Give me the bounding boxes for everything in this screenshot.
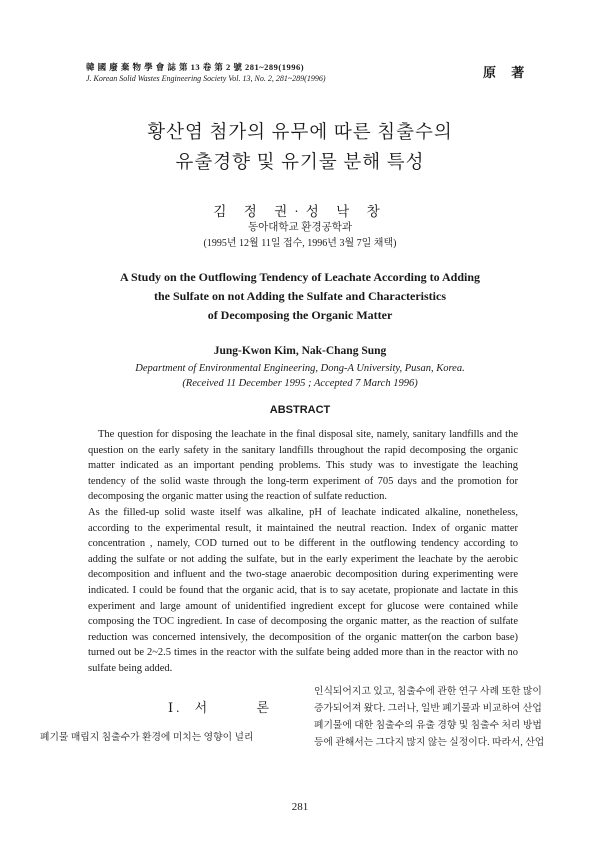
body-line: 증가되어져 왔다. 그러나, 일반 폐기물과 비교하여 산업: [314, 703, 542, 714]
title-en: [0, 268, 600, 325]
dates-en: (Received 11 December 1995 ; Accepted 7 March 1996): [182, 378, 418, 389]
abstract-heading: ABSTRACT: [269, 404, 331, 416]
journal-header: [86, 62, 326, 84]
body-line: 폐기물에 대한 침출수의 유출 경향 및 침출수 처리 방법: [314, 720, 542, 731]
section-title-part: 서: [194, 700, 211, 715]
body-line: 인식되어지고 있고, 침출수에 관한 연구 사례 또한 많이: [314, 686, 542, 697]
affiliation-ko: 동아대학교 환경공학과: [247, 222, 353, 233]
abstract-body: [88, 427, 518, 677]
title-en-line: A Study on the Outflowing Tendency of Leachate According to Adding: [119, 270, 481, 284]
title-ko-line: 유출경향 및 유기물 분해 특성: [175, 153, 425, 173]
authors-en: Jung-Kwon Kim, Nak-Chang Sung: [213, 345, 387, 357]
title-ko-line: 황산염 첨가의 유무에 따른 침출수의: [147, 123, 453, 143]
journal-citation-en: J. Korean Solid Wastes Engineering Society Vol. 13, No. 2, 281~289(1996): [86, 74, 326, 83]
paper-type-label: 原 著: [483, 65, 531, 80]
abstract-paragraph: As the filled-up solid waste itself was alkaline, pH of leachate indicated alkaline, nonetheless, according to the experimental result, it maintained the neutral reaction. Index of organic matter concentration , namely, COD turned out to be different in the outflowing tendency according to adding the sulfate or not adding the sulfate, but in the early experiment the leachate by the aerobic decomposition and influent and the two-stage anaerobic decomposition during experimenting were indicated. I could be found that the organic acid, that is to say acetate, propionate and lactate in this experiment and large amount of unidentified ingredient except for glucose were contained while composing the TOC ingredient. In case of decomposing the organic matter, as the reaction of sulfate reduction was concerned intensively, the decomposition of the organic matter(on the carbon base) turned out be 2~2.5 times in the reactor with the sulfate being added more than in the reactor with no sulfate being added.: [88, 506, 518, 674]
abstract-paragraph: The question for disposing the leachate in the final disposal site, namely, sanitary landfills and the question on the early safety in the sanitary landfills throughout the rapid decomposing the organic matter indicated as an important pending problems. This study was to investigate the leaching tendency of the solid waste through the long-term experiment of 705 days and the promotion for decomposing the organic matter using the reaction of sulfate reduction.: [88, 429, 518, 503]
body-line: 폐기물 매립지 침출수가 환경에 미치는 영향이 널리: [40, 732, 254, 743]
body-column-right: [314, 683, 560, 751]
title-en-line: the Sulfate on not Adding the Sulfate and Characteristics: [153, 289, 446, 303]
section-heading: [168, 697, 272, 716]
section-title-part: 론: [256, 700, 273, 715]
authors-ko: 김 정 권·성 낙 창: [213, 204, 387, 219]
journal-citation-ko: 韓 國 廢 棄 物 學 會 誌 第 13 卷 第 2 號 281~289(1996): [86, 62, 305, 72]
title-en-line: of Decomposing the Organic Matter: [207, 308, 393, 322]
body-column-left: [40, 731, 288, 745]
dates-ko: (1995년 12월 11일 접수, 1996년 3월 7일 채택): [203, 238, 397, 249]
page-number: 281: [291, 801, 309, 813]
body-line: 등에 관해서는 그다지 많지 않는 실정이다. 따라서, 산업: [314, 737, 545, 748]
section-number: Ⅰ.: [168, 700, 183, 715]
title-ko: [0, 118, 600, 178]
affiliation-en: Department of Environmental Engineering, Dong-A University, Pusan, Korea.: [135, 363, 465, 374]
